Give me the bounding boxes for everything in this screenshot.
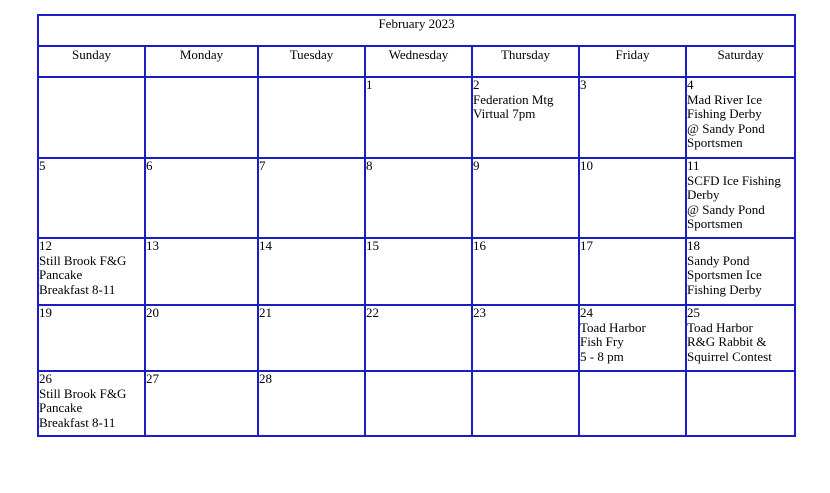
- event-text: Toad Harbor Fish Fry 5 - 8 pm: [580, 319, 646, 364]
- day-number: 28: [259, 371, 272, 386]
- day-number: 24: [580, 305, 593, 320]
- day-names-row: [38, 46, 795, 77]
- day-cell: [258, 77, 365, 158]
- day-cell: [472, 371, 579, 436]
- day-cell: [145, 305, 258, 371]
- day-cell: [686, 238, 795, 305]
- day-number: 7: [259, 158, 266, 173]
- calendar-title: February 2023: [38, 15, 795, 46]
- day-number: 27: [146, 371, 159, 386]
- day-cell: [38, 305, 145, 371]
- day-number: 5: [39, 158, 46, 173]
- day-number: 6: [146, 158, 153, 173]
- day-cell: [38, 77, 145, 158]
- day-cell: [472, 305, 579, 371]
- day-cell: [686, 158, 795, 238]
- day-number: 3: [580, 77, 587, 92]
- day-number: 4: [687, 77, 694, 92]
- week-row: [38, 77, 795, 158]
- day-number: 16: [473, 238, 486, 253]
- day-number: 26: [39, 371, 52, 386]
- day-name-monday: Monday: [145, 46, 258, 77]
- day-cell: [145, 238, 258, 305]
- day-cell: [258, 238, 365, 305]
- event-text: Mad River Ice Fishing Derby @ Sandy Pond Sportsmen: [687, 91, 765, 150]
- day-cell: [472, 158, 579, 238]
- day-cell: [686, 77, 795, 158]
- day-cell: [472, 77, 579, 158]
- day-number: 9: [473, 158, 480, 173]
- day-number: 10: [580, 158, 593, 173]
- day-name-wednesday: Wednesday: [365, 46, 472, 77]
- day-cell: [258, 305, 365, 371]
- day-number: 8: [366, 158, 373, 173]
- day-cell: [365, 77, 472, 158]
- day-cell: [38, 158, 145, 238]
- day-cell: [145, 158, 258, 238]
- day-name-tuesday: Tuesday: [258, 46, 365, 77]
- day-cell: [38, 238, 145, 305]
- day-cell: [579, 238, 686, 305]
- day-number: 17: [580, 238, 593, 253]
- event-text: Sandy Pond Sportsmen Ice Fishing Derby: [687, 252, 762, 297]
- event-text: Toad Harbor R&G Rabbit & Squirrel Contest: [687, 319, 772, 364]
- day-number: 20: [146, 305, 159, 320]
- day-cell: [38, 371, 145, 436]
- day-cell: [686, 371, 795, 436]
- day-cell: [258, 158, 365, 238]
- day-cell: [258, 371, 365, 436]
- day-name-thursday: Thursday: [472, 46, 579, 77]
- day-cell: [579, 77, 686, 158]
- day-number: 22: [366, 305, 379, 320]
- day-number: 21: [259, 305, 272, 320]
- day-number: 14: [259, 238, 272, 253]
- day-number: 25: [687, 305, 700, 320]
- day-cell: [686, 305, 795, 371]
- day-number: 12: [39, 238, 52, 253]
- day-cell: [365, 371, 472, 436]
- event-text: Still Brook F&G Pancake Breakfast 8-11: [39, 252, 127, 297]
- week-row: [38, 238, 795, 305]
- day-number: 2: [473, 77, 480, 92]
- event-text: SCFD Ice Fishing Derby @ Sandy Pond Sportsmen: [687, 172, 781, 231]
- day-cell: [145, 371, 258, 436]
- day-name-sunday: Sunday: [38, 46, 145, 77]
- day-cell: [365, 305, 472, 371]
- day-cell: [365, 158, 472, 238]
- day-name-friday: Friday: [579, 46, 686, 77]
- event-text: Federation Mtg Virtual 7pm: [473, 91, 554, 121]
- week-row: [38, 371, 795, 436]
- day-number: 13: [146, 238, 159, 253]
- day-number: 18: [687, 238, 700, 253]
- day-cell: [365, 238, 472, 305]
- day-number: 1: [366, 77, 373, 92]
- day-cell: [579, 158, 686, 238]
- day-number: 11: [687, 158, 700, 173]
- day-cell: [472, 238, 579, 305]
- week-row: [38, 158, 795, 238]
- day-name-saturday: Saturday: [686, 46, 795, 77]
- event-text: Still Brook F&G Pancake Breakfast 8-11: [39, 385, 127, 430]
- week-row: [38, 305, 795, 371]
- day-number: 19: [39, 305, 52, 320]
- day-number: 23: [473, 305, 486, 320]
- day-cell: [145, 77, 258, 158]
- calendar-table: [37, 14, 796, 437]
- day-cell: [579, 305, 686, 371]
- day-number: 15: [366, 238, 379, 253]
- day-cell: [579, 371, 686, 436]
